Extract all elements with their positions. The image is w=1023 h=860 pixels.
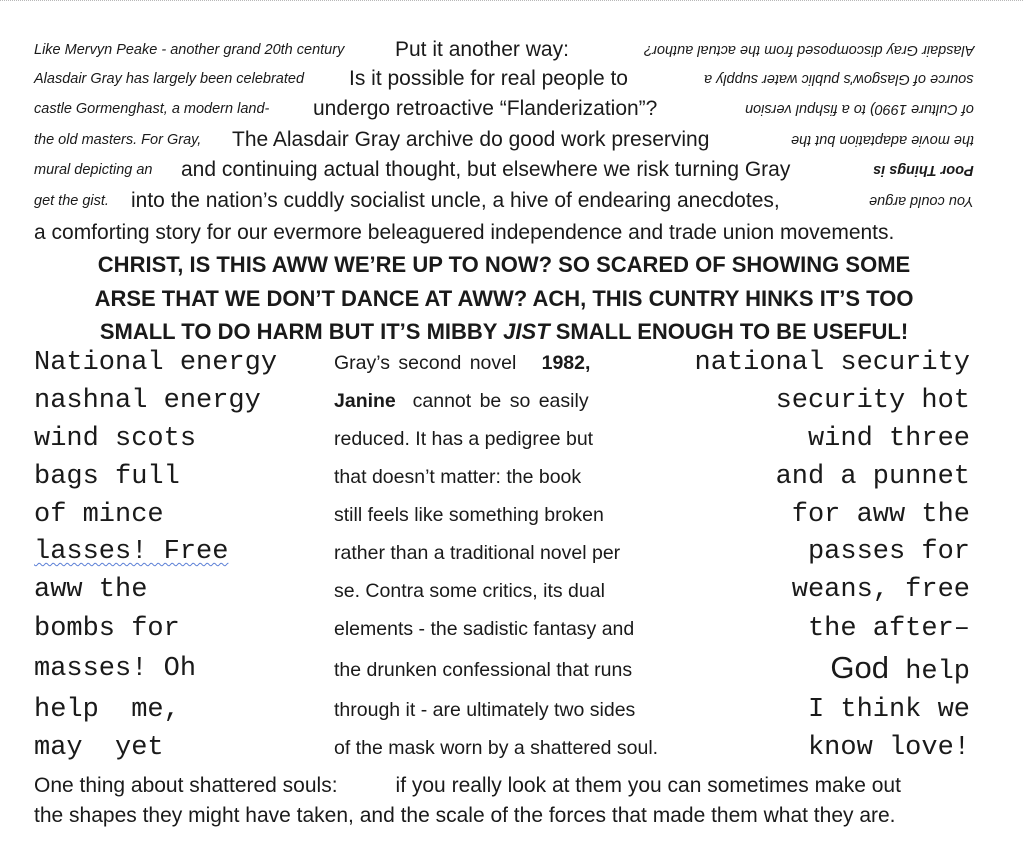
right-column-line: for aww the — [791, 500, 970, 530]
text-row — [34, 35, 974, 65]
inverted-fragment: source of Glasgow's public water supply a — [704, 71, 974, 87]
middle-text: into the nation’s cuddly socialist uncle, a hive of endearing anecdotes, — [131, 189, 780, 212]
right-column-line: and a punnet — [775, 462, 970, 492]
middle-column-line: that doesn’t matter: the book — [334, 466, 582, 488]
closing-line — [34, 772, 974, 800]
middle-column-line: se. Contra some critics, its dual — [334, 580, 605, 602]
caps-line: ARSE THAT WE DON’T DANCE AT AWW? ACH, THIS CUNTRY HINKS IT’S TOO — [94, 286, 914, 311]
inverted-fragment: You could argue — [869, 193, 974, 209]
left-column-line: masses! Oh — [34, 654, 197, 684]
right-column-line — [830, 650, 970, 687]
left-column-line: bags full — [34, 462, 180, 492]
right-column-line: wind three — [807, 424, 970, 454]
middle-bold: Janine — [334, 390, 396, 412]
caps-segment: SMALL ENOUGH TO BE USEFUL! — [549, 319, 909, 344]
caps-italic-word: JIST — [503, 319, 550, 344]
inverted-fragment: the movie adaptation but the — [791, 132, 974, 148]
closing-line: the shapes they might have taken, and the scale of the forces that made them what they are. — [34, 804, 896, 827]
middle-bold: 1982, — [541, 352, 591, 374]
left-column-line: aww the — [34, 575, 148, 605]
middle-column-line: of the mask worn by a shattered soul. — [334, 737, 659, 759]
right-column-line: national security — [694, 348, 970, 378]
middle-column-line: reduced. It has a pedigree but — [334, 428, 594, 450]
left-fragment: get the gist. — [34, 193, 109, 209]
god-word: God — [830, 650, 889, 685]
caps-line — [34, 316, 974, 348]
inverted-fragment: Alasdair Gray discomposed from the actual author? — [643, 42, 974, 58]
middle-column-line: elements - the sadistic fantasy and — [334, 618, 635, 640]
middle-text: cannot be so easily — [412, 390, 589, 412]
closing-text: One thing about shattered souls: — [34, 774, 338, 797]
left-column-line: National energy — [34, 348, 278, 378]
middle-text: and continuing actual thought, but elsewhere we risk turning Gray — [181, 158, 791, 181]
right-column-line: the after– — [807, 614, 970, 644]
text-row — [34, 94, 974, 124]
right-column-line: security hot — [775, 386, 970, 416]
right-column-line: I think we — [807, 695, 970, 725]
left-column-line: nashnal energy — [34, 386, 261, 416]
text-row — [34, 125, 974, 155]
full-width-line: a comforting story for our evermore beleaguered independence and trade union movements. — [34, 221, 895, 244]
middle-column-line — [334, 390, 589, 413]
left-column-line: may yet — [34, 733, 164, 763]
spellcheck-word: lasses! Free — [34, 537, 229, 567]
inverted-fragment: Poor Things is — [873, 162, 974, 178]
page-top-border — [0, 0, 1023, 3]
caps-segment: SMALL TO DO HARM BUT IT’S MIBBY — [99, 319, 504, 344]
middle-column-line: still feels like something broken — [334, 504, 604, 526]
middle-text: Gray’s second novel — [334, 352, 517, 374]
right-column-line: weans, free — [791, 575, 970, 605]
middle-text: Put it another way: — [395, 38, 569, 61]
left-fragment: Alasdair Gray has largely been celebrated — [34, 71, 305, 87]
closing-text: if you really look at them you can sometimes make out — [395, 774, 901, 797]
left-column-line: bombs for — [34, 614, 180, 644]
middle-column-line: the drunken confessional that runs — [334, 659, 633, 681]
text-row — [34, 155, 974, 185]
left-column-line — [34, 537, 228, 567]
middle-column-line — [334, 352, 590, 375]
right-column-text: help — [905, 657, 970, 687]
text-row — [34, 64, 974, 94]
right-column-line: know love! — [807, 733, 970, 763]
left-fragment: mural depicting an — [34, 162, 153, 178]
middle-column-line: through it - are ultimately two sides — [334, 699, 636, 721]
caps-line: CHRIST, IS THIS AWW WE’RE UP TO NOW? SO SCARED OF SHOWING SOME — [97, 252, 911, 277]
middle-text: undergo retroactive “Flanderization”? — [313, 97, 658, 120]
left-column-line: wind scots — [34, 424, 197, 454]
left-fragment: the old masters. For Gray, — [34, 132, 202, 148]
inverted-fragment: of Culture 1990) to a fishpul version — [745, 101, 974, 117]
text-row — [34, 186, 974, 216]
middle-column-line: rather than a traditional novel per — [334, 542, 621, 564]
left-column-line: help me, — [34, 695, 180, 725]
right-column-line: passes for — [807, 537, 970, 567]
middle-text: Is it possible for real people to — [349, 67, 628, 90]
middle-text: The Alasdair Gray archive do good work preserving — [232, 128, 710, 151]
left-fragment: Like Mervyn Peake - another grand 20th century — [34, 42, 345, 58]
left-column-line: of mince — [34, 500, 164, 530]
left-fragment: castle Gormenghast, a modern land- — [34, 101, 270, 117]
